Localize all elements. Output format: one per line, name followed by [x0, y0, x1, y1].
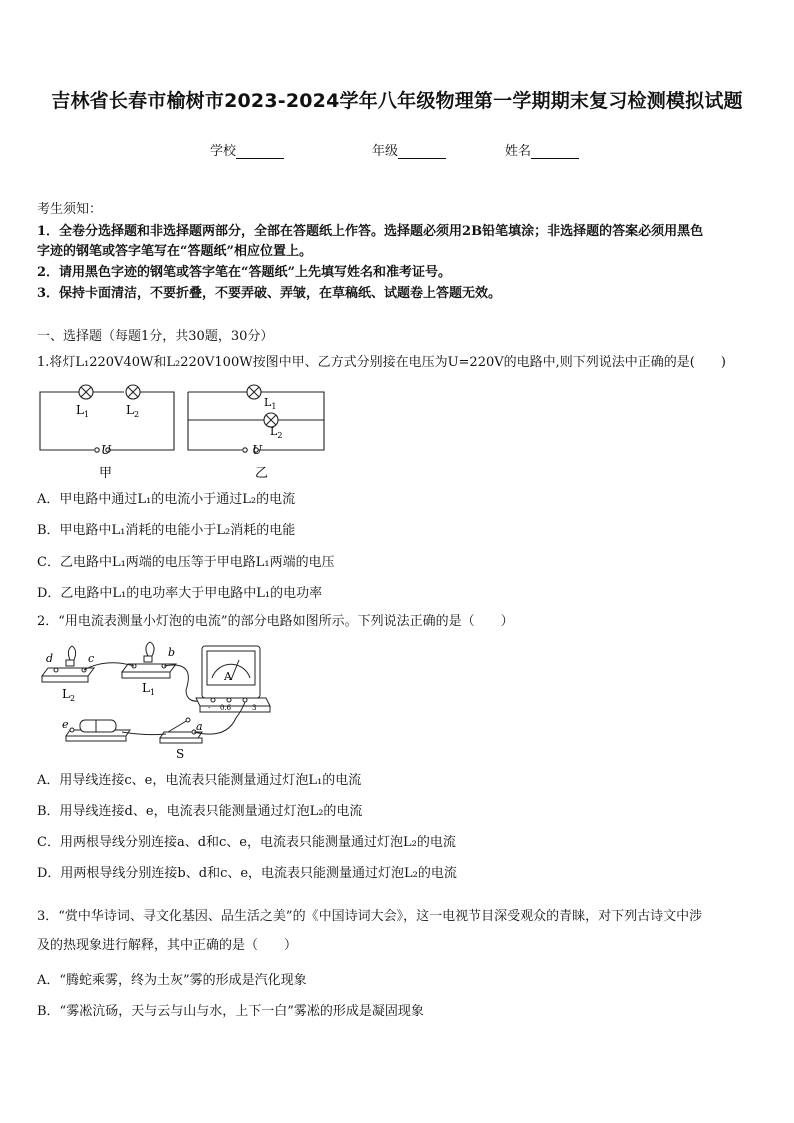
grade-blank — [398, 145, 446, 159]
q3-option-a: A．“腾蛇乘雾，终为土灰”雾的形成是汽化现象 — [37, 973, 307, 988]
q1-yi-l1-label: $L_1$ — [264, 396, 277, 411]
q2-label-e: e — [62, 718, 69, 731]
q2-label-s: S — [176, 747, 185, 761]
q1-option-d: D．乙电路中L₁的电功率大于甲电路中L₁的电功率 — [37, 586, 323, 601]
q1-stem: 1.将灯L₁220V40W和L₂220V100W按图中甲、乙方式分别接在电压为U=220V的电路中,则下列说法中正确的是( ) — [37, 355, 726, 370]
q2-terminal-3: 3 — [252, 704, 257, 712]
q3-stem-line2: 及的热现象进行解释，其中正确的是（ ） — [37, 938, 298, 953]
q1-yi-l2-label: $L_2$ — [270, 425, 283, 440]
notice-item-1a: 1．全卷分选择题和非选择题两部分，全部在答题纸上作答。选择题必须用2B铅笔填涂；非选择题的答案必须用黑色 — [37, 224, 704, 239]
notice-heading: 考生须知： — [37, 202, 103, 217]
q2-terminal-neg: - — [208, 704, 211, 712]
school-label: 学校 — [210, 144, 237, 159]
q2-label-d: d — [46, 652, 54, 665]
q2-label-l2: $L_2$ — [62, 687, 76, 703]
q1-option-b: B．甲电路中L₁消耗的电能小于L₂消耗的电能 — [37, 523, 296, 538]
q1-yi-caption: 乙 — [255, 466, 269, 481]
q1-option-a: A．甲电路中通过L₁的电流小于通过L₂的电流 — [37, 492, 296, 507]
q1-option-c: C．乙电路中L₁两端的电压等于甲电路L₁两端的电压 — [37, 555, 335, 570]
q2-label-b: b — [168, 646, 176, 659]
notice-item-3: 3．保持卡面清洁，不要折叠，不要弄破、弄皱，在草稿纸、试题卷上答题无效。 — [37, 286, 502, 301]
section-heading: 一、选择题（每题1分，共30题，30分） — [37, 329, 274, 344]
q2-meter-label: A — [224, 670, 232, 683]
q2-circuit-figure — [36, 640, 276, 765]
q2-stem: 2．“用电流表测量小灯泡的电流”的部分电路如图所示。下列说法正确的是（ ） — [37, 614, 514, 629]
q2-label-a: a — [196, 720, 203, 733]
q2-label-l1: $L_1$ — [142, 681, 156, 697]
q1-jia-l1-label: $L_1$ — [76, 403, 90, 419]
page-title: 吉林省长春市榆树市2023-2024学年八年级物理第一学期期末复习检测模拟试题 — [51, 90, 743, 112]
school-field — [210, 140, 284, 159]
notice-item-2: 2．请用黑色字迹的钢笔或答字笔在“答题纸”上先填写姓名和准考证号。 — [37, 265, 452, 280]
grade-label: 年级 — [372, 144, 399, 159]
school-blank — [236, 145, 284, 159]
name-field — [505, 140, 579, 159]
q1-circuit-figure — [36, 378, 336, 483]
q1-jia-l2-label: $L_2$ — [126, 403, 140, 419]
q3-option-b: B．“雾凇沆砀，天与云与山与水，上下一白”雾凇的形成是凝固现象 — [37, 1004, 424, 1019]
q2-terminal-06: 0.6 — [220, 704, 232, 712]
q3-stem-line1: 3．“赏中华诗词、寻文化基因、品生活之美”的《中国诗词大会》，这一电视节目深受观众的青睐，对下列古诗文中涉 — [37, 909, 703, 924]
q1-jia-caption: 甲 — [99, 466, 113, 481]
q2-label-c: c — [88, 652, 95, 665]
q2-option-c: C．用两根导线分别连接a、d和c、e，电流表只能测量通过灯泡L₂的电流 — [37, 835, 456, 850]
notice-item-1b: 字迹的钢笔或答字笔写在“答题纸”相应位置上。 — [37, 244, 312, 259]
q1-yi-u-label: U — [252, 443, 263, 457]
grade-field — [372, 140, 446, 159]
name-label: 姓名 — [505, 144, 532, 159]
name-blank — [531, 145, 579, 159]
q2-option-b: B．用导线连接d、e，电流表只能测量通过灯泡L₂的电流 — [37, 804, 363, 819]
q2-option-d: D．用两根导线分别连接b、d和c、e，电流表只能测量通过灯泡L₂的电流 — [37, 866, 457, 881]
q1-jia-u-label: U — [101, 443, 112, 457]
q2-option-a: A．用导线连接c、e，电流表只能测量通过灯泡L₁的电流 — [37, 773, 362, 788]
